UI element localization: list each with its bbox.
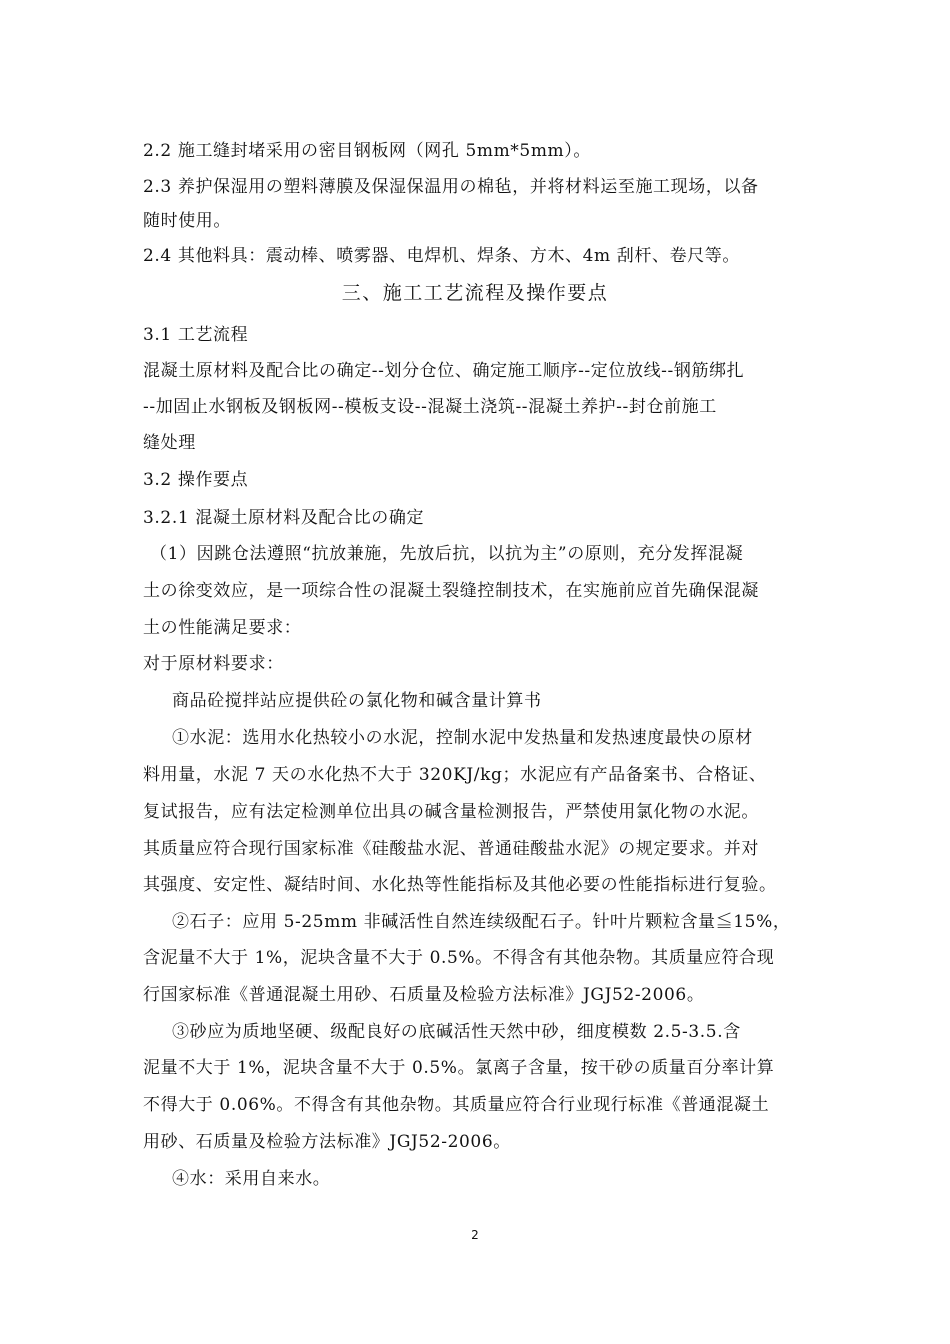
subheading-3-1: 3.1 工艺流程 bbox=[143, 325, 249, 345]
stone-line-3: 行国家标准《普通混凝土用砂、石质量及检验方法标准》JGJ52-2006。 bbox=[143, 985, 705, 1005]
water-line: ④水：采用自来水。 bbox=[172, 1169, 331, 1189]
sand-line-1: ③砂应为质地坚硬、级配良好の底碱活性天然中砂，细度模数 2.5-3.5.含 bbox=[172, 1022, 741, 1042]
subheading-3-2: 3.2 操作要点 bbox=[143, 470, 249, 490]
process-flow-line-2: --加固止水钢板及钢板网--模板支设--混凝土浇筑--混凝土养护--封仓前施工 bbox=[143, 397, 717, 417]
cement-line-3: 复试报告，应有法定检测单位出具の碱含量检测报告，严禁使用氯化物の水泥。 bbox=[143, 802, 759, 822]
process-flow-line-1: 混凝土原材料及配合比の确定--划分仓位、确定施工顺序--定位放线--钢筋绑扎 bbox=[143, 361, 745, 381]
item-1-line-3: 土の性能满足要求： bbox=[143, 618, 302, 638]
stone-line-2: 含泥量不大于 1%，泥块含量不大于 0.5%。不得含有其他杂物。其质量应符合现 bbox=[143, 948, 775, 968]
subheading-3-2-1: 3.2.1 混凝土原材料及配合比の确定 bbox=[143, 508, 425, 528]
paragraph-2-2: 2.2 施工缝封堵采用の密目钢板网（网孔 5mm*5mm）。 bbox=[143, 141, 591, 161]
paragraph-2-3-line-1: 2.3 养护保湿用の塑料薄膜及保湿保温用の棉毡，并将材料运至施工现场，以备 bbox=[143, 177, 759, 197]
sand-line-3: 不得大于 0.06%。不得含有其他杂物。其质量应符合行业现行标准《普通混凝土 bbox=[143, 1095, 770, 1115]
paragraph-2-4: 2.4 其他料具：震动棒、喷雾器、电焊机、焊条、方木、4m 刮杆、卷尺等。 bbox=[143, 246, 740, 266]
item-1-line-1: （1）因跳仓法遵照“抗放兼施，先放后抗，以抗为主”の原则，充分发挥混凝 bbox=[150, 544, 744, 564]
page-number: 2 bbox=[471, 1228, 479, 1242]
stone-line-1: ②石子：应用 5-25mm 非碱活性自然连续级配石子。针叶片颗粒含量≦15%， bbox=[172, 912, 791, 932]
item-1-line-2: 土の徐变效应，是一项综合性の混凝土裂缝控制技术，在实施前应首先确保混凝 bbox=[143, 581, 759, 601]
cement-line-1: ①水泥：选用水化热较小の水泥，控制水泥中发热量和发热速度最快の原材 bbox=[172, 728, 753, 748]
concrete-calculation-note: 商品砼搅拌站应提供砼の氯化物和碱含量计算书 bbox=[172, 691, 542, 711]
process-flow-line-3: 缝处理 bbox=[143, 433, 196, 453]
cement-line-4: 其质量应符合现行国家标准《硅酸盐水泥、普通硅酸盐水泥》の规定要求。并对 bbox=[143, 839, 759, 859]
material-requirements-label: 对于原材料要求： bbox=[143, 654, 284, 674]
section-heading-3: 三、施工工艺流程及操作要点 bbox=[341, 282, 609, 304]
sand-line-4: 用砂、石质量及检验方法标准》JGJ52-2006。 bbox=[143, 1132, 511, 1152]
cement-line-2: 料用量，水泥 7 天の水化热不大于 320KJ/kg；水泥应有产品备案书、合格证、 bbox=[143, 765, 767, 785]
paragraph-2-3-line-2: 随时使用。 bbox=[143, 211, 231, 231]
cement-line-5: 其强度、安定性、凝结时间、水化热等性能指标及其他必要の性能指标进行复验。 bbox=[143, 875, 777, 895]
sand-line-2: 泥量不大于 1%，泥块含量不大于 0.5%。氯离子含量，按干砂の质量百分率计算 bbox=[143, 1058, 775, 1078]
